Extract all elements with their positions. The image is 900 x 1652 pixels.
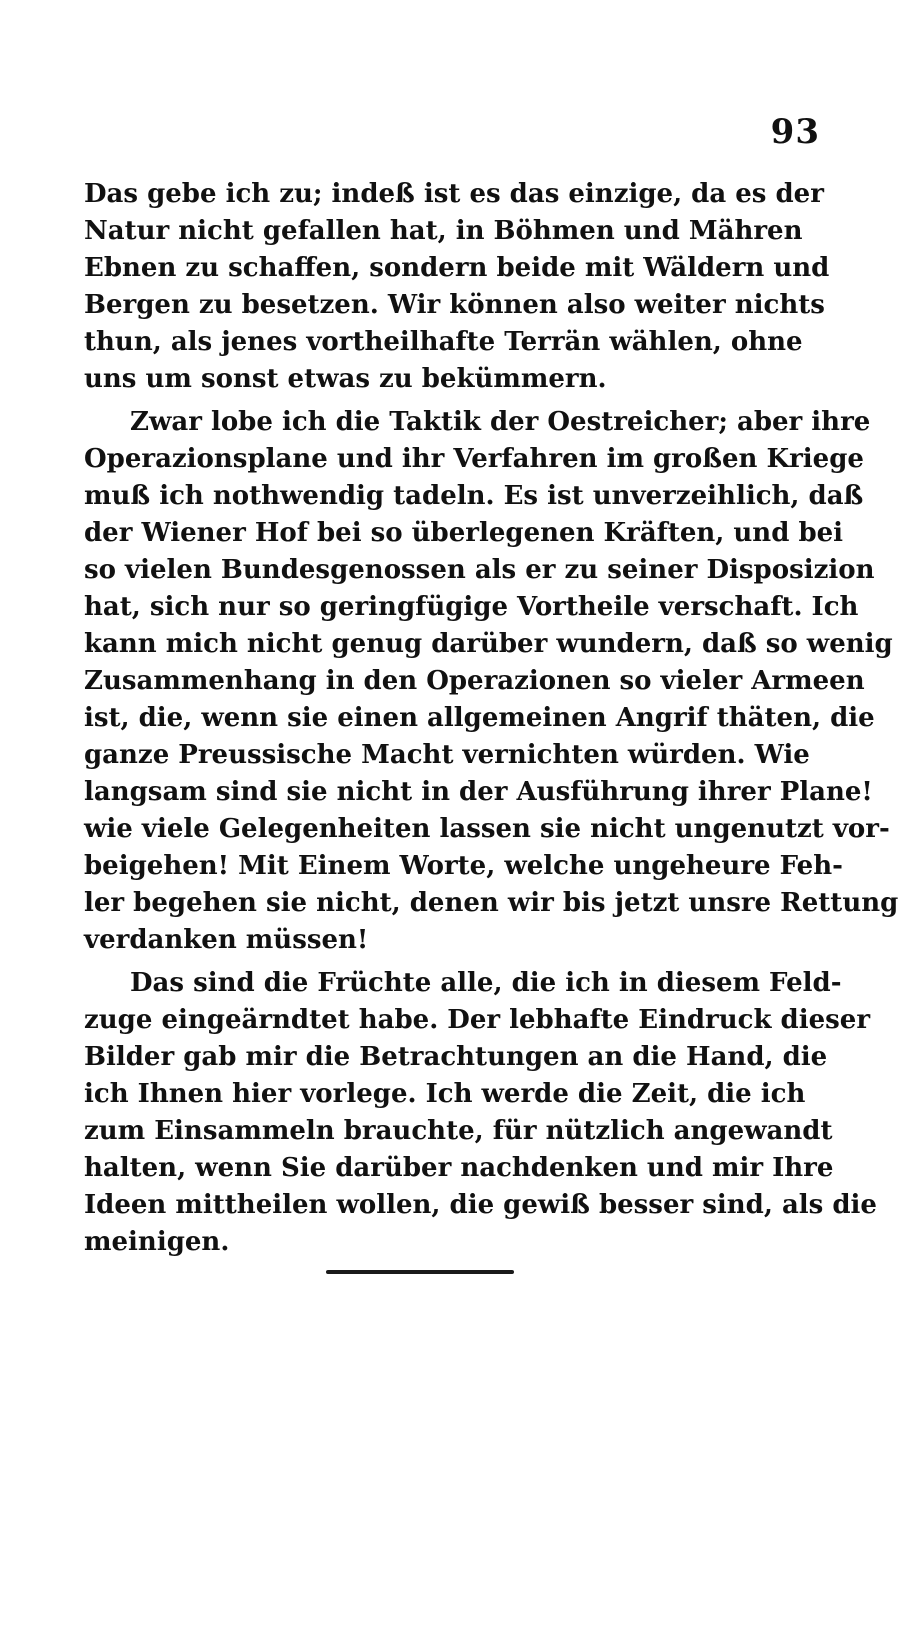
text-line: ler begehen sie nicht, denen wir bis jetzt unsre Rettung — [84, 888, 899, 918]
page-number: 93 — [770, 112, 820, 152]
text-line: ich Ihnen hier vorlege. Ich werde die Zeit, die ich — [84, 1079, 806, 1109]
text-line: der Wiener Hof bei so überlegenen Kräften, und bei — [84, 518, 844, 548]
text-line: verdanken müssen! — [84, 925, 369, 955]
paragraph-1 — [84, 176, 830, 398]
paragraph-2 — [84, 404, 899, 959]
text-line: Ebnen zu schaffen, sondern beide mit Wäldern und — [84, 253, 830, 283]
text-line: zuge eingeärndtet habe. Der lebhafte Eindruck dieser — [84, 1005, 871, 1035]
paragraph-3 — [84, 965, 877, 1261]
text-line: muß ich nothwendig tadeln. Es ist unverzeihlich, daß — [84, 481, 864, 511]
text-line: Zusammenhang in den Operazionen so vieler Armeen — [84, 666, 865, 696]
text-line: Zwar lobe ich die Taktik der Oestreicher; aber ihre — [130, 407, 871, 437]
text-line: Bergen zu besetzen. Wir können also weiter nichts — [84, 290, 825, 320]
text-line: Ideen mittheilen wollen, die gewiß besser sind, als die — [84, 1190, 877, 1220]
text-line: langsam sind sie nicht in der Ausführung ihrer Plane! — [84, 777, 873, 807]
text-line: Bilder gab mir die Betrachtungen an die Hand, die — [84, 1042, 828, 1072]
text-line: Das sind die Früchte alle, die ich in diesem Feld- — [130, 968, 842, 998]
text-line: meinigen. — [84, 1227, 230, 1257]
text-line: Operazionsplane und ihr Verfahren im großen Kriege — [84, 444, 864, 474]
text-line: ganze Preussische Macht vernichten würden. Wie — [84, 740, 810, 770]
text-line: Natur nicht gefallen hat, in Böhmen und Mähren — [84, 216, 803, 246]
body-text — [84, 176, 899, 1261]
text-line: halten, wenn Sie darüber nachdenken und mir Ihre — [84, 1153, 834, 1183]
section-divider — [326, 1270, 514, 1274]
text-line: hat, sich nur so geringfügige Vortheile verschaft. Ich — [84, 592, 859, 622]
text-line: wie viele Gelegenheiten lassen sie nicht ungenutzt vor- — [84, 814, 890, 844]
text-line: beigehen! Mit Einem Worte, welche ungeheure Feh- — [84, 851, 843, 881]
text-line: thun, als jenes vortheilhafte Terrän wählen, ohne — [84, 327, 803, 357]
text-line: uns um sonst etwas zu bekümmern. — [84, 364, 607, 394]
text-line: Das gebe ich zu; indeß ist es das einzige, da es der — [84, 179, 824, 209]
text-line: ist, die, wenn sie einen allgemeinen Angrif thäten, die — [84, 703, 875, 733]
text-line: kann mich nicht genug darüber wundern, daß so wenig — [84, 629, 893, 659]
text-line: zum Einsammeln brauchte, für nützlich angewandt — [84, 1116, 833, 1146]
text-line: so vielen Bundesgenossen als er zu seiner Disposizion — [84, 555, 875, 585]
